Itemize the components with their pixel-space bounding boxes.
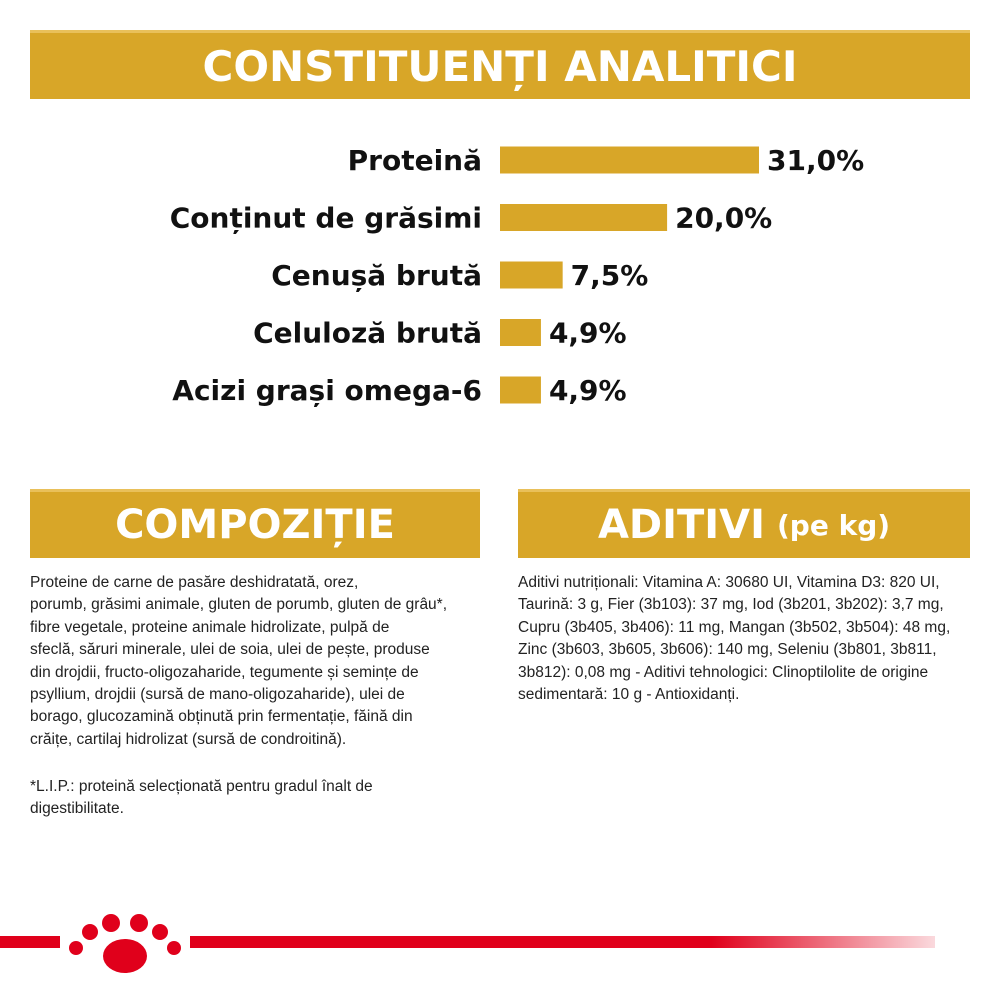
analytical-constituents-title: CONSTITUENȚI ANALITICI bbox=[202, 41, 798, 91]
bar-category-label: Conținut de grăsimi bbox=[169, 201, 482, 235]
composition-title: COMPOZIȚIE bbox=[115, 502, 395, 548]
bar bbox=[500, 319, 541, 346]
footer-red-line-right bbox=[190, 936, 935, 948]
constituents-bar-chart bbox=[0, 120, 1000, 420]
bar-category-label: Acizi grași omega-6 bbox=[172, 374, 482, 407]
bar-value-label: 4,9% bbox=[548, 316, 627, 350]
bar bbox=[500, 262, 563, 289]
analytical-constituents-banner bbox=[30, 30, 970, 99]
additives-banner bbox=[518, 489, 970, 558]
bar bbox=[500, 147, 759, 174]
composition-banner bbox=[30, 489, 480, 558]
bar-value-label: 20,0% bbox=[675, 201, 773, 235]
composition-text: Proteine de carne de pasăre deshidratată, orez, porumb, grăsimi animale, gluten de porumb, gluten de grâu*, fibre vegetale, proteine animale hidrolizate, pulpă de sfeclă, săruri minerale, ulei de soia, ulei de pește, produse din drojdii, fructo-oligozaharide, tegumente și semințe de psyllium, drojdii (sursă de mano-oligozaharide), ulei de borago, glucozamină obținută prin fermentație, făină din crăițe, cartilaj hidrolizat (sursă de condroitină). bbox=[30, 574, 448, 748]
additives-subtitle: (pe kg) bbox=[777, 508, 891, 542]
composition-footnote: *L.I.P.: proteină selecționată pentru gradul înalt de digestibilitate. bbox=[30, 778, 373, 818]
additives-text: Aditivi nutriționali: Vitamina A: 30680 UI, Vitamina D3: 820 UI, Taurină: 3 g, Fier (3b103): 37 mg, Iod (3b201, 3b202): 3,7 mg, Cupru (3b405, 3b406): 11 mg, Mangan (3b502, 3b504): 48 mg, Zinc (3b603, 3b605, 3b606): 140 mg, Seleniu (3b801, 3b811, 3b812): 0,08 mg - Aditivi tehnologici: Clinoptilolite de origine sedimentară: 10 g - Antioxidanți. bbox=[518, 574, 951, 704]
crown-icon bbox=[66, 910, 184, 980]
bar-value-label: 7,5% bbox=[570, 259, 649, 292]
bar-category-label: Celuloză brută bbox=[253, 316, 482, 350]
bar-value-label: 4,9% bbox=[548, 374, 627, 407]
bar-category-label: Proteină bbox=[347, 144, 482, 177]
bar bbox=[500, 204, 667, 231]
bar-value-label: 31,0% bbox=[767, 144, 865, 177]
bar bbox=[500, 377, 541, 404]
footer-red-line-left bbox=[0, 936, 60, 948]
bar-category-label: Cenușă brută bbox=[271, 259, 482, 292]
additives-title: ADITIVI bbox=[597, 502, 765, 548]
